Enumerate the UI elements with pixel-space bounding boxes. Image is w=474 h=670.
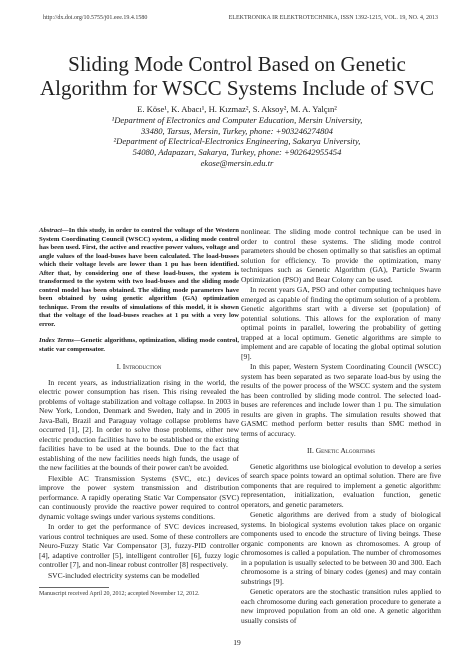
- abstract-label: Abstract—: [39, 227, 69, 234]
- section-heading-genetic-algorithms: II. Genetic Algorithms: [307, 446, 375, 455]
- affiliation-2-line-2: 54080, Adapazarı, Sakarya, Turkey, phone: +902642955454: [132, 147, 342, 158]
- manuscript-footnote: [39, 587, 239, 597]
- page-number: 19: [233, 638, 241, 647]
- intro-paragraph-1: In recent years, as industrialization rising in the world, the electric power consumption has risen. This rising revealed the problems of voltage stabilization and voltage collapse. In 2003 in New York, London, Denmark and Sweden, Italy and in 2005 in Java-Bali, Brazil and Paraguay voltage collapse problems have occurred [1], [2]. In order to solve those problems, either new electric production facilities have to be established or the existing facilities have to be used at the bounds. Due to the fact that establishing of the new facilities needs high funds, the usage of the new facilities at the bounds of their power can't be avoided.: [39, 377, 239, 472]
- intro-paragraph-6: In this paper, Western System Coordinating Council (WSCC) system has been separated as two separate load-bus by using the results of the power process of the WSCC system and the system has been controlled by sliding mode control. The selected load-buses are references and include lower than 1 pu. The simulation results are given in graphs. The simulation results showed that GASMC method perform better results than SMC method in terms of accuracy.: [241, 362, 441, 438]
- affiliation-2-line-1: ²Department of Electrical-Electronics Engineering, Sakarya University,: [113, 136, 361, 147]
- author-names: E. Köse¹, K. Abacı¹, H. Kızmaz², S. Aksoy², M. A. Yalçın²: [137, 104, 337, 114]
- affiliation-1-line-1: ¹Department of Electronics and Computer Education, Mersin University,: [111, 114, 363, 125]
- intro-continued-paragraph: nonlinear. The sliding mode control technique can be used in order to control these systems. The sliding mode control parameters should be chosen optimally so that satisfies an optimal solution for efficiency. To provide the optimization, many techniques such as Genetic Algorithm (GA), Particle Swarm Optimization (PSO) and Bear Colony can be used.: [241, 227, 441, 284]
- title-line-1: Sliding Mode Control Based on Genetic: [68, 52, 406, 76]
- author-block: [0, 104, 474, 169]
- index-terms-text: Genetic algorithms, optimization, sliding mode control, static var compensator.: [39, 337, 239, 353]
- index-terms: [39, 337, 239, 354]
- ga-paragraph-2: Genetic algorithms are derived from a study of biological systems. In biological systems evolution takes place on organic components used to encode the structure of living beings. These organic components are known as chromosomes. A group of chromosomes is called a population. The number of chromosomes in a population is usually selected to be between 30 and 300. Each chromosome is a string of binary codes (genes) and may contain substrings [9].: [241, 510, 441, 586]
- paper-title: [0, 52, 474, 100]
- footnote-text: Manuscript received April 20, 2012; accepted November 12, 2012.: [39, 591, 200, 597]
- abstract-text: In this study, in order to control the voltage of the Western System Coordinating Council (WSCC) system, a sliding mode control has been used. First, the active and reactive power values, voltage and angle values of the load-buses have been calculated. The load-busses which their voltage levels are lower than 1 pu has been identified. After that, by considering one of these load-buses, the system is transformed to the system with two load-buses and the sliding mode control model has been obtained. The sliding mode parameters have been obtained by using genetic algorithm (GA) optimization technique. From the results of simulations of this model, it is shown that the voltage of the load-buses reaches at 1 pu with a very low error.: [39, 227, 239, 328]
- footnote-rule: [39, 587, 109, 588]
- index-terms-label: Index Terms—: [39, 337, 81, 344]
- affiliation-1-line-2: 33480, Tarsus, Mersin, Turkey, phone: +903246274804: [141, 125, 333, 136]
- author-email[interactable]: ekose@mersin.edu.tr: [200, 157, 274, 168]
- intro-paragraph-3: In order to get the performance of SVC devices increased, various control techniques are used. Some of these controllers are Neuro-Fuzzy Static Var Compensator [3], fuzzy-PID controller [4], adaptive controller [5], intelligent controller [6], fuzzy logic controller [7], and non-linear robust controller [8] respectively.: [39, 522, 239, 569]
- right-column: [241, 227, 441, 626]
- intro-paragraph-5: In recent years GA, PSO and other computing techniques have emerged as capable of finding the optimum solution of a problem. Genetic algorithms start with a diverse set (population) of potential solutions. This allows for the exploration of many optimal points in parallel, lowering the probability of getting trapped at a local optimum. Genetic algorithms are simple to implement and are capable of locating the global optimal solution [9].: [241, 285, 441, 361]
- abstract: [39, 227, 239, 329]
- left-column: [39, 227, 239, 581]
- doi-link[interactable]: http://dx.doi.org/10.5755/j01.eee.19.4.1580: [43, 15, 148, 21]
- intro-paragraph-2: Flexible AC Transmission Systems (SVC, etc.) devices improve the power system transmission and distribution performance. A rapidly operating Static Var Compensator (SVC) can continuously provide the reactive power required to control dynamic voltage swings under various systems conditions.: [39, 473, 239, 521]
- ga-paragraph-1: Genetic algorithms use biological evolution to develop a series of search space points toward an optimal solution. There are five components that are required to implement a genetic algorithm: representation, initialization, evaluation function, genetic operators, and genetic parameters.: [241, 461, 441, 509]
- title-line-2: Algorithm for WSCC Systems Include of SVC: [40, 76, 434, 100]
- journal-citation: ELEKTRONIKA IR ELEKTROTECHNIKA, ISSN 1392-1215, VOL. 19, NO. 4, 2013: [228, 15, 438, 21]
- section-heading-introduction: I. Introduction: [116, 362, 162, 371]
- ga-paragraph-3: Genetic operators are the stochastic transition rules applied to each chromosome during each generation procedure to generate a new improved population from an old one. A genetic algorithm usually consists of: [241, 587, 441, 625]
- intro-paragraph-4: SVC-included electricity systems can be modelled: [48, 570, 200, 580]
